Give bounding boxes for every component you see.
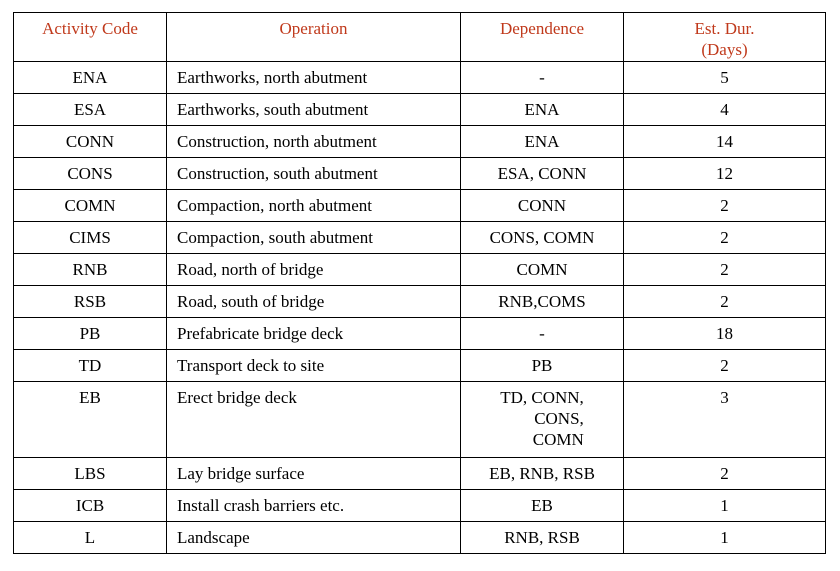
dependence-multiline <box>500 387 584 450</box>
operation-cell: Install crash barriers etc. <box>167 490 461 522</box>
duration-cell: 4 <box>624 94 826 126</box>
header-operation: Operation <box>167 13 461 62</box>
dependence-cell: CONN <box>461 190 624 222</box>
duration-cell: 1 <box>624 490 826 522</box>
table-row <box>14 490 826 522</box>
dependence-cell: - <box>461 62 624 94</box>
table-row <box>14 318 826 350</box>
activity-code-cell: TD <box>14 350 167 382</box>
operation-cell: Earthworks, south abutment <box>167 94 461 126</box>
operation-cell: Landscape <box>167 522 461 554</box>
dependence-cell: EB <box>461 490 624 522</box>
activity-code-cell: ICB <box>14 490 167 522</box>
activity-code-cell: RNB <box>14 254 167 286</box>
header-dependence: Dependence <box>461 13 624 62</box>
dependence-cell: CONS, COMN <box>461 222 624 254</box>
duration-cell: 2 <box>624 350 826 382</box>
activity-code-cell: COMN <box>14 190 167 222</box>
operation-cell: Construction, south abutment <box>167 158 461 190</box>
duration-cell: 12 <box>624 158 826 190</box>
operation-cell: Prefabricate bridge deck <box>167 318 461 350</box>
activity-code-cell: RSB <box>14 286 167 318</box>
activity-code-cell: ENA <box>14 62 167 94</box>
table-row <box>14 222 826 254</box>
table-row <box>14 382 826 458</box>
header-row <box>14 13 826 62</box>
table-row <box>14 350 826 382</box>
header-activity-code: Activity Code <box>14 13 167 62</box>
operation-cell: Erect bridge deck <box>167 382 461 458</box>
table-row <box>14 158 826 190</box>
operation-cell: Compaction, north abutment <box>167 190 461 222</box>
duration-cell: 2 <box>624 458 826 490</box>
header-duration-line2: (Days) <box>701 40 748 59</box>
operation-cell: Construction, north abutment <box>167 126 461 158</box>
duration-cell: 18 <box>624 318 826 350</box>
dependence-line: COMN <box>532 430 584 449</box>
operation-cell: Road, south of bridge <box>167 286 461 318</box>
duration-cell: 2 <box>624 254 826 286</box>
dependence-cell: - <box>461 318 624 350</box>
table-row <box>14 62 826 94</box>
activity-code-cell: LBS <box>14 458 167 490</box>
duration-cell: 14 <box>624 126 826 158</box>
table-row <box>14 126 826 158</box>
operation-cell: Compaction, south abutment <box>167 222 461 254</box>
table-row <box>14 254 826 286</box>
operation-cell: Road, north of bridge <box>167 254 461 286</box>
header-duration-line1: Est. Dur. <box>694 19 755 38</box>
dependence-cell: EB, RNB, RSB <box>461 458 624 490</box>
dependence-cell: ESA, CONN <box>461 158 624 190</box>
operation-cell: Lay bridge surface <box>167 458 461 490</box>
dependence-cell: PB <box>461 350 624 382</box>
operation-cell: Transport deck to site <box>167 350 461 382</box>
dependence-cell <box>461 382 624 458</box>
dependence-line: CONS, <box>534 409 584 428</box>
dependence-cell: ENA <box>461 94 624 126</box>
activity-code-cell: L <box>14 522 167 554</box>
activity-code-cell: PB <box>14 318 167 350</box>
duration-cell: 2 <box>624 286 826 318</box>
dependence-cell: RNB, RSB <box>461 522 624 554</box>
duration-cell: 1 <box>624 522 826 554</box>
dependence-line: TD, CONN, <box>500 388 584 407</box>
dependence-cell: RNB,COMS <box>461 286 624 318</box>
activity-code-cell: EB <box>14 382 167 458</box>
table-row <box>14 286 826 318</box>
activity-code-cell: CIMS <box>14 222 167 254</box>
activity-table <box>13 12 826 554</box>
activity-code-cell: CONS <box>14 158 167 190</box>
operation-cell: Earthworks, north abutment <box>167 62 461 94</box>
dependence-cell: COMN <box>461 254 624 286</box>
table-row <box>14 522 826 554</box>
duration-cell: 5 <box>624 62 826 94</box>
table-row <box>14 94 826 126</box>
activity-code-cell: ESA <box>14 94 167 126</box>
duration-cell: 2 <box>624 190 826 222</box>
table-row <box>14 190 826 222</box>
duration-cell: 3 <box>624 382 826 458</box>
duration-cell: 2 <box>624 222 826 254</box>
header-duration <box>624 13 826 62</box>
dependence-cell: ENA <box>461 126 624 158</box>
activity-code-cell: CONN <box>14 126 167 158</box>
table-row <box>14 458 826 490</box>
